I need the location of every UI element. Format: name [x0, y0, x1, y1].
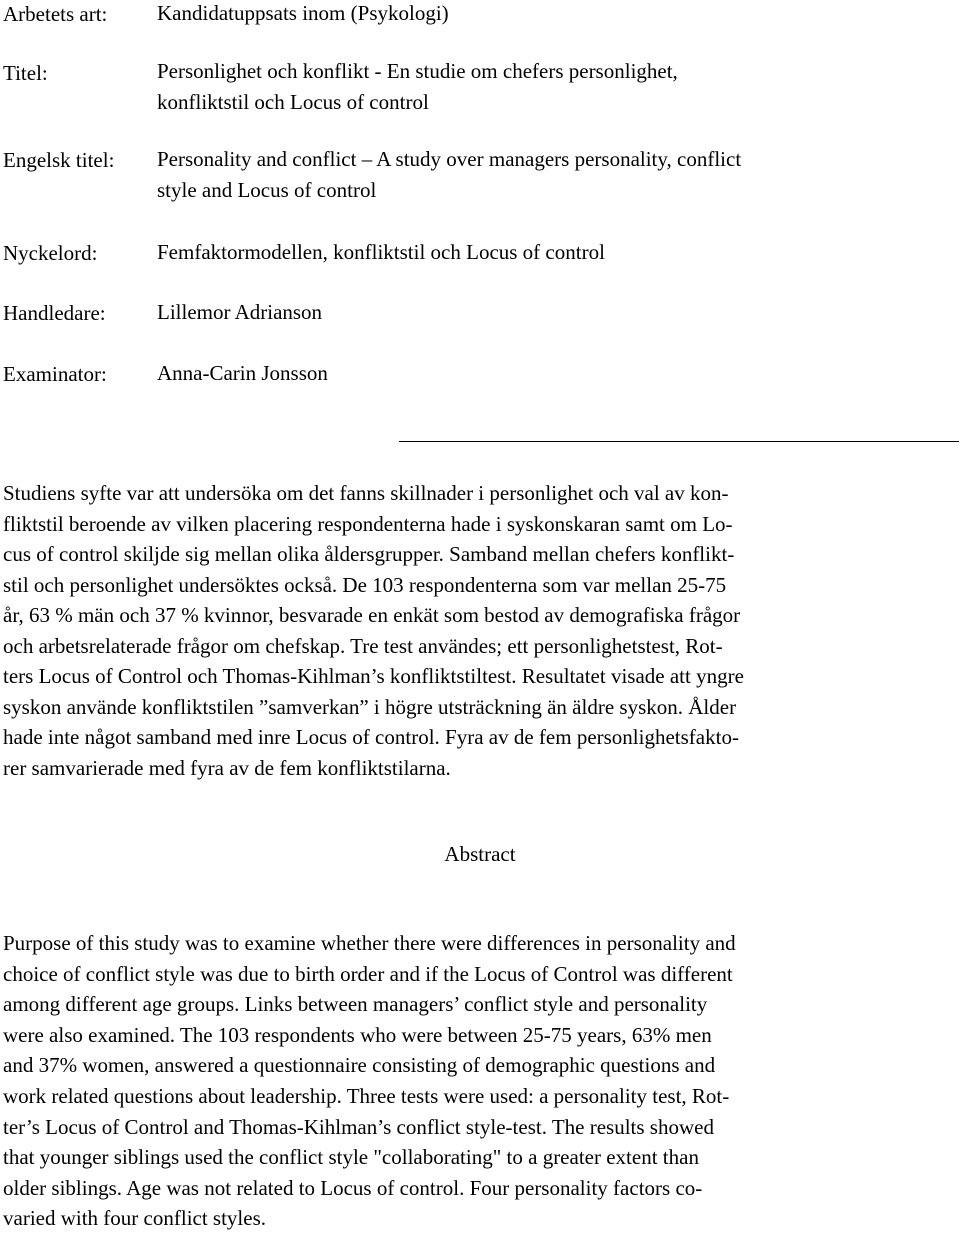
value-engelsk-titel: Personality and conflict – A study over managers personality, conflict style and Locus of control — [157, 147, 742, 202]
abstract-heading: Abstract — [444, 842, 516, 866]
value-titel: Personlighet och konflikt - En studie om chefers personlighet, konfliktstil och Locus of control — [157, 59, 678, 114]
swedish-abstract-paragraph: Studiens syfte var att undersöka om det fanns skillnader i personlighet och val av kon- fliktstil beroende av vilken placering respondenterna hade i syskonskaran samt om Lo- cus of control skiljde sig mellan olika åldersgrupper. Samband mellan chefers konflikt- stil och personlighet undersöktes också. De 103 respondenterna som var mellan 25-75 år, 63 % män och 37 % kvinnor, besvarade en enkät som bestod av demografiska frågor och arbetsrelaterade frågor om chefskap. Tre test användes; ett personlighetstest, Rot- ters Locus of Control och Thomas-Kihlman’s konfliktstiltest. Resultatet visade att yngre syskon använde konfliktstilen ”samverkan” i högre utsträckning än äldre syskon. Ålder hade inte något samband med inre Locus of control. Fyra av de fem personlighetsfakto- rer samvarierade med fyra av de fem konfliktstilarna. — [3, 481, 744, 780]
value-examinator: Anna-Carin Jonsson — [157, 361, 328, 385]
label-handledare: Handledare: — [3, 301, 106, 325]
label-titel: Titel: — [3, 61, 48, 85]
value-handledare: Lillemor Adrianson — [157, 300, 323, 324]
horizontal-rule — [399, 441, 959, 442]
label-examinator: Examinator: — [3, 362, 107, 386]
label-engelsk-titel: Engelsk titel: — [3, 148, 115, 172]
value-nyckelord: Femfaktormodellen, konfliktstil och Locus of control — [157, 240, 605, 264]
english-abstract-paragraph: Purpose of this study was to examine whether there were differences in personality and choice of conflict style was due to birth order and if the Locus of Control was different among different age groups. Links between managers’ conflict style and personality were also examined. The 103 respondents who were between 25-75 years, 63% men and 37% women, answered a questionnaire consisting of demographic questions and work related questions about leadership. Three tests were used: a personality test, Rot- ter’s Locus of Control and Thomas-Kihlman’s conflict style-test. The results showed that younger siblings used the conflict style "collaborating" to a greater extent than older siblings. Age was not related to Locus of control. Four personality factors co- varied with four conflict styles. — [3, 931, 736, 1231]
value-arbetets-art: Kandidatuppsats inom (Psykologi) — [157, 1, 449, 25]
label-nyckelord: Nyckelord: — [3, 241, 98, 265]
label-arbetets-art: Arbetets art: — [3, 2, 108, 26]
